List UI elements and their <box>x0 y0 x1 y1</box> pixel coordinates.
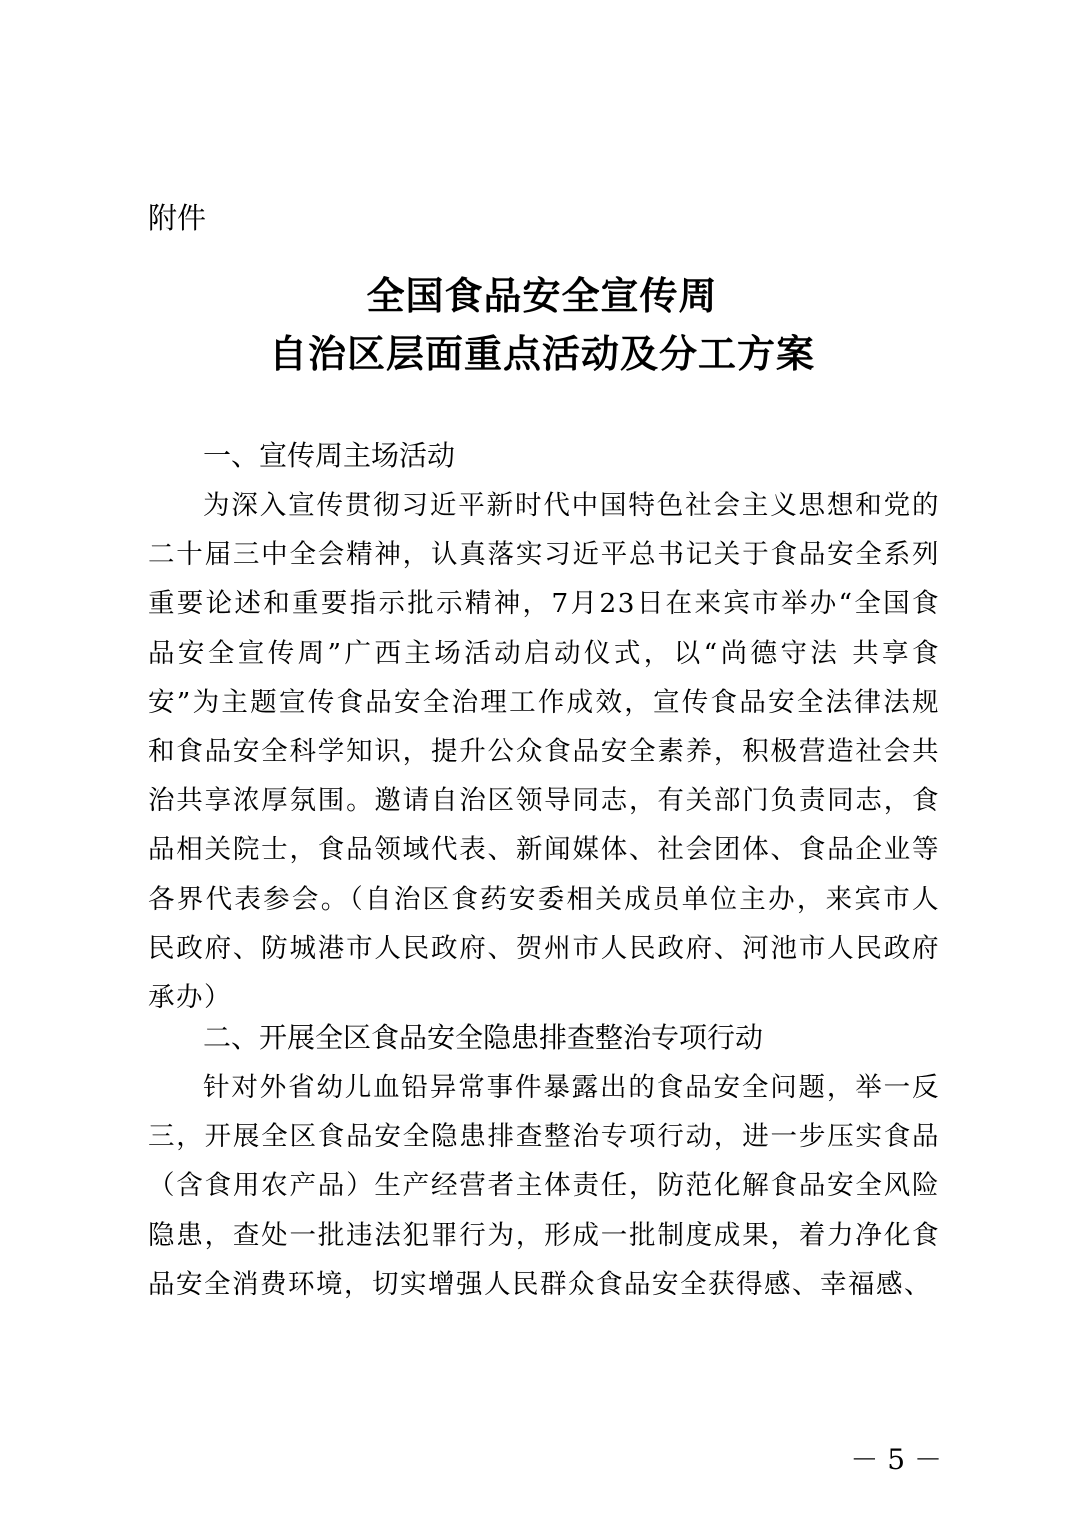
document-title-line-1: 全国食品安全宣传周 <box>366 273 718 318</box>
document-title-line-2: 自治区层面重点活动及分工方案 <box>268 331 815 376</box>
page-number: － 5 － <box>850 1443 942 1476</box>
section-heading-2: 二、开展全区食品安全隐患排查整治专项行动 <box>203 1021 764 1054</box>
section-paragraph-2: 针对外省幼儿血铅异常事件暴露出的食品安全问题，举一反三，开展全区食品安全隐患排查整治专项行动，进一步压实食品（含食用农产品）生产经营者主体责任，防范化解食品安全风险隐患，查处一批违法犯罪行为，形成一批制度成果，着力净化食品安全消费环境，切实增强人民群众食品安全获得感、幸福感、 <box>148 1072 940 1300</box>
section-heading-1: 一、宣传周主场活动 <box>203 439 456 472</box>
section-paragraph-1: 为深入宣传贯彻习近平新时代中国特色社会主义思想和党的二十届三中全会精神，认真落实习近平总书记关于食品安全系列重要论述和重要指示批示精神，7月23日在来宾市举办“全国食品安全宣传周”广西主场活动启动仪式，以“尚德守法 共享食安”为主题宣传食品安全治理工作成效，宣传食品安全法律法规和食品安全科学知识，提升公众食品安全素养，积极营造社会共治共享浓厚氛围。邀请自治区领导同志，有关部门负责同志，食品相关院士，食品领域代表、新闻媒体、社会团体、食品企业等各界代表参会。（自治区食药安委相关成员单位主办，来宾市人民政府、防城港市人民政府、贺州市人民政府、河池市人民政府承办） <box>148 490 940 1014</box>
attachment-label: 附件 <box>148 201 207 235</box>
